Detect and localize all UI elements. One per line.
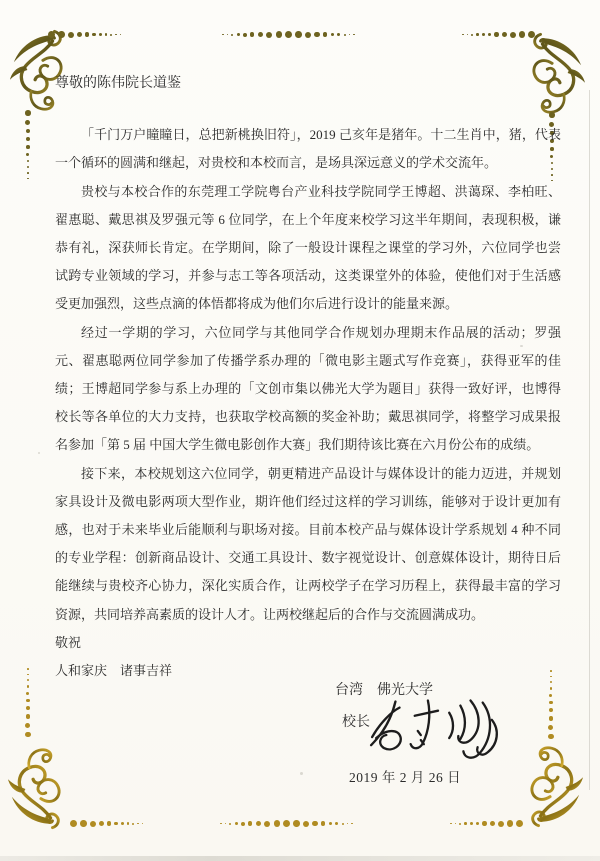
scan-speck <box>38 452 40 454</box>
gold-dot <box>548 734 554 740</box>
gold-dot <box>471 34 473 36</box>
gold-dot <box>549 694 552 697</box>
gold-dot <box>92 33 96 37</box>
gold-dot <box>264 821 270 827</box>
gold-dot <box>549 716 554 721</box>
gold-dot <box>107 821 112 826</box>
gold-dot <box>276 31 283 38</box>
gold-dot <box>105 33 108 36</box>
gold-dot <box>482 821 487 826</box>
gold-dot <box>482 33 485 36</box>
gold-dot <box>462 34 464 36</box>
signature-organization: 台湾 佛光大学 <box>335 683 433 698</box>
gold-dot <box>26 714 31 719</box>
gold-dot <box>114 822 118 826</box>
gold-dot <box>519 31 526 38</box>
closing-wish: 人和家庆 诸事吉祥 <box>55 663 173 679</box>
dotted-divider-bottom-left <box>70 820 143 827</box>
gold-dot <box>27 178 29 180</box>
gold-dot <box>220 823 222 825</box>
gold-dot <box>25 732 31 738</box>
gold-dot <box>26 137 30 141</box>
gold-dot <box>80 820 87 827</box>
gold-dot <box>27 160 30 163</box>
gold-dot <box>549 701 553 705</box>
gold-dot <box>548 725 553 730</box>
gold-dot <box>459 823 461 825</box>
gold-dot <box>550 687 553 690</box>
gold-dot <box>27 172 29 174</box>
gold-dot <box>337 33 340 36</box>
gold-dot <box>450 823 452 825</box>
gold-dot <box>329 822 333 826</box>
gold-dot <box>85 32 90 37</box>
gold-dot <box>353 34 355 36</box>
paragraph-1: 「千门万户瞳瞳日，总把新桃换旧符」，2019 己亥年是猪年。十二生肖中，猪，代表一个循环的圆满和继起，对贵校和本校而言，是场具深远意义的学术交流年。 <box>55 127 561 171</box>
gold-dot <box>347 823 349 825</box>
gold-dot <box>48 31 55 38</box>
dotted-trail-left-top <box>25 110 31 179</box>
gold-dot <box>27 166 29 168</box>
gold-dot <box>295 31 302 38</box>
gold-dot <box>25 723 30 728</box>
gold-dot <box>127 822 130 825</box>
gold-dot <box>27 674 29 676</box>
gold-dot <box>27 668 29 670</box>
gold-dot <box>132 823 134 825</box>
gold-dot <box>490 821 495 826</box>
dotted-trail-left-bottom <box>25 668 31 737</box>
gold-dot <box>470 822 473 825</box>
signer-title: 校长 <box>342 715 370 730</box>
gold-dot <box>222 34 224 36</box>
dotted-divider-top-left <box>48 31 121 38</box>
gold-dot <box>27 685 30 688</box>
gold-dot <box>77 32 82 37</box>
gold-dot <box>464 822 467 825</box>
gold-dot <box>68 32 74 38</box>
gold-dot <box>121 822 124 825</box>
gold-dot <box>26 153 29 156</box>
gold-dot <box>25 110 31 116</box>
gold-dot <box>99 33 102 36</box>
scan-edge-shadow <box>589 90 590 790</box>
gold-dot <box>90 821 96 827</box>
gold-dot <box>142 823 144 825</box>
gold-dot <box>110 34 112 36</box>
gold-dot <box>58 31 65 38</box>
gold-dot <box>26 699 30 703</box>
gold-dot <box>549 708 553 712</box>
gold-dot <box>26 129 31 134</box>
gold-dot <box>351 823 353 825</box>
gold-dot <box>27 679 29 681</box>
gold-dot <box>231 34 233 36</box>
letter-date: 2019 年 2 月 26 日 <box>349 770 462 785</box>
gold-dot <box>25 120 30 125</box>
gold-dot <box>70 820 77 827</box>
gold-dot <box>312 821 318 827</box>
closing-salute: 敬祝 <box>55 634 82 650</box>
gold-dot <box>314 32 320 38</box>
gold-dot <box>335 822 338 825</box>
gold-dot <box>274 820 281 827</box>
gold-dot <box>250 32 255 37</box>
gold-dot <box>229 823 231 825</box>
corner-flourish-icon-bottom-left <box>8 743 66 833</box>
gold-dot <box>303 821 309 827</box>
gold-dot <box>243 33 247 37</box>
scan-speck <box>520 345 523 347</box>
gold-dot <box>225 823 227 825</box>
gold-dot <box>285 31 292 38</box>
gold-dot <box>321 821 326 826</box>
dotted-divider-top-right <box>462 31 535 38</box>
paragraph-3: 经过一学期的学习，六位同学与其他同学合作规划办理期末作品展的活动；罗强元、翟惠聪两位同学参加了传播学系办理的「微电影主题式写作竞赛」，获得亚军的佳绩；王博超同学参与系上办理的「文创市集以佛光大学为题目」获得一致好评，也博得校长等各单位的大力支持，也获取学校高额的奖金补助；戴思祺同学，将整学习成果报名参加「第 5 届 中国大学生微电影创作大赛」我们期待该比赛在六月份公布的成绩。 <box>55 324 561 453</box>
gold-dot <box>26 692 29 695</box>
paragraph-2: 贵校与本校合作的东莞理工学院粤台产业科技学院同学王博超、洪蔼琛、李柏旺、翟惠聪、戴思祺及罗强元等 6 位同学，在上个年度来校学习这半年期间，表现积极，谦恭有礼，深获师长肯定。在学期间，除了一般设计课程之课堂的学习外，六位同学也尝试跨专业领域的学习，并参与志工等各项活动，这类课堂外的体验，使他们对于生活感受更加强烈，这些点滴的体悟都将成为他们尔后进行设计的能量来源。 <box>55 183 561 312</box>
gold-dot <box>510 32 516 38</box>
gold-dot <box>455 823 457 825</box>
gold-dot <box>507 820 514 827</box>
gold-dot <box>467 34 469 36</box>
gold-dot <box>120 34 122 36</box>
dotted-divider-top-center <box>222 31 355 38</box>
gold-dot <box>331 33 335 37</box>
gold-dot <box>323 32 328 37</box>
gold-dot <box>227 34 229 36</box>
paragraph-4: 接下来，本校规划这六位同学，朝更精进产品设计与媒体设计的能力迈进，并规划家具设计及微电影两项大型作业，期许他们经过这样的学习训练，能够对于设计更加有感，也对于未来毕业后能顺利与职场对接。目前本校产品与媒体设计学系规划 4 种不同的专业学程：创新商品设计、交通工具设计、数字视觉设计、创意媒体设计，期待日后能继续与贵校齐心协力，深化实质合作，让两校学子在学习历程上，获得最丰富的学习资源，共同培养高素质的设计人才。让两校继起后的合作与交流圆满成功。 <box>55 465 561 622</box>
gold-dot <box>516 820 523 827</box>
gold-dot <box>99 821 104 826</box>
gold-dot <box>305 32 311 38</box>
gold-dot <box>502 32 507 37</box>
gold-dot <box>494 32 499 37</box>
gold-dot <box>293 820 300 827</box>
gold-dot <box>241 822 245 826</box>
corner-flourish-icon-bottom-right <box>525 741 583 831</box>
gold-dot <box>137 823 139 825</box>
gold-dot <box>349 34 351 36</box>
gold-dot <box>248 821 253 826</box>
gold-dot <box>26 706 30 710</box>
letter-body <box>55 70 561 685</box>
president-handwritten-signature <box>364 692 506 774</box>
gold-dot <box>498 821 504 827</box>
gold-dot <box>283 820 290 827</box>
gold-dot <box>344 34 346 36</box>
gold-dot <box>342 823 344 825</box>
dotted-divider-bottom-right <box>450 820 523 827</box>
gold-dot <box>26 145 30 149</box>
gold-dot <box>476 33 479 36</box>
salutation: 尊敬的陈伟院长道鉴 <box>55 76 181 91</box>
gold-dot <box>476 822 480 826</box>
gold-dot <box>115 34 117 36</box>
gold-dot <box>488 33 492 37</box>
gold-dot <box>256 821 262 827</box>
scan-speck <box>300 772 303 775</box>
scan-edge-shadow-bottom <box>0 856 600 861</box>
gold-dot <box>528 31 535 38</box>
gold-dot <box>237 33 240 36</box>
gold-dot <box>258 32 264 38</box>
dotted-divider-bottom-center <box>220 820 353 827</box>
gold-dot <box>266 32 272 38</box>
gold-dot <box>235 822 238 825</box>
